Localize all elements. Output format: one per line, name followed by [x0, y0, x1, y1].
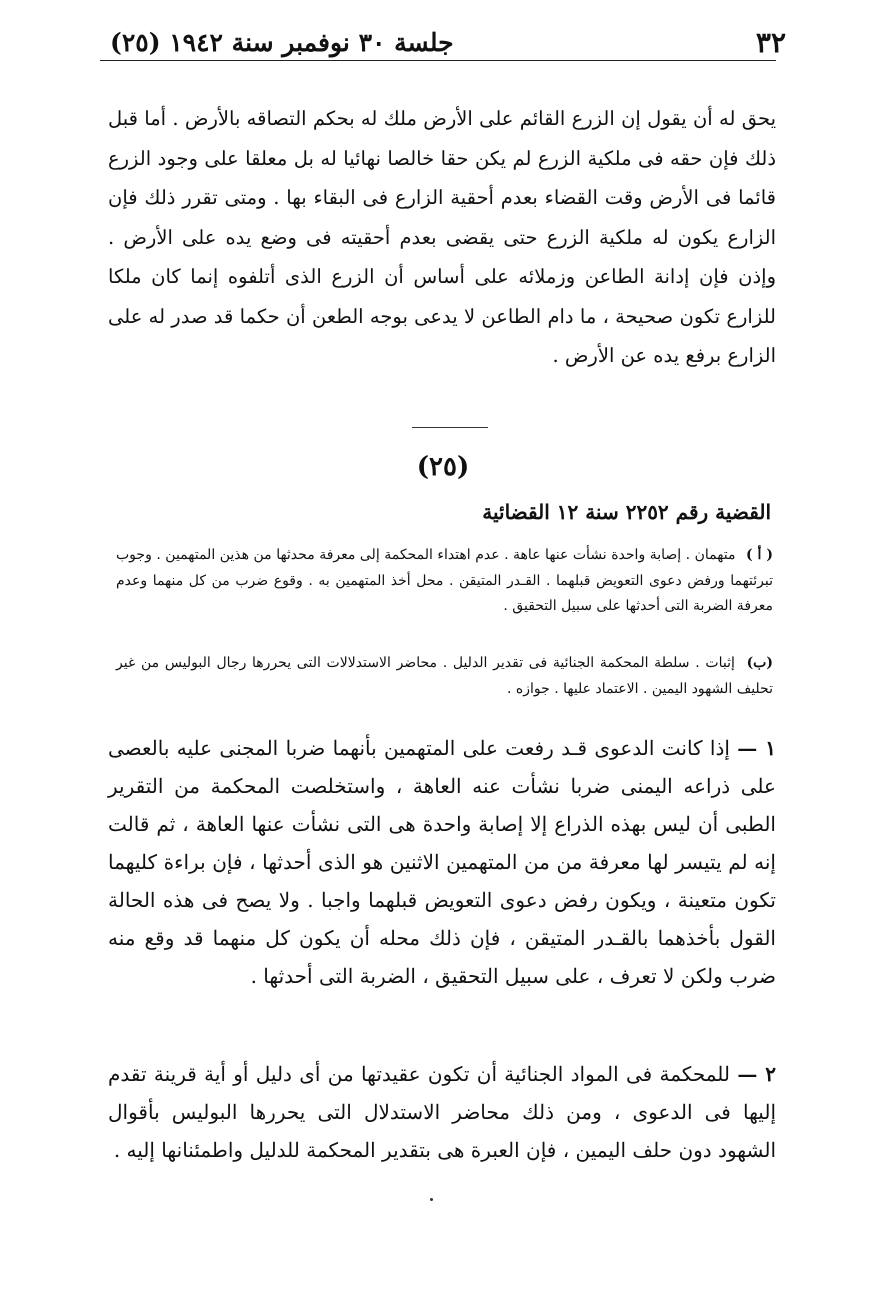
header-rule	[100, 60, 776, 61]
continued-paragraph: يحق له أن يقول إن الزرع القائم على الأرض ملك له بحكم التصاقه بالأرض . أما قبل ذلك فإن حقه فى ملكية الزرع لم يكن حقا خالصا نهائيا له بل معلقا على وجود الزرع قائما فى الأرض وقت القضاء بعدم أحقية الزارع فى البقاء بها . ومتى تقرر ذلك فإن الزارع يكون له ملكية الزرع حتى يقضى بعدم أحقيته فى وضع يده على الأرض . وإذن فإن إدانة الطاعن وزملائه على أساس أن الزرع الذى أتلفوه إنما كان ملكا للزارع تكون صحيحة ، ما دام الطاعن لا يدعى بوجه الطعن أن حكما قد صدر له على الزارع برفع يده عن الأرض .	[108, 107, 776, 367]
stray-dot	[430, 1198, 433, 1201]
case-reference: القضية رقم ٢٢٥٢ سنة ١٢ القضائية	[482, 500, 771, 524]
summary-text: متهمان . إصابة واحدة نشأت عنها عاهة . عدم اهتداء المحكمة إلى معرفة محدثها من هذين المتهمين . وجوب تبرئتهما ورفض دعوى التعويض قبلهما . القـدر المتيقن . محل أخذ المتهمين به . وقوع ضرب من كل منهما وعدم معرفة الضربة التى أحدثها على سبيل التحقيق .	[116, 547, 773, 614]
holding-1	[108, 729, 776, 995]
holding-2	[108, 1055, 776, 1169]
page-number: ٣٢	[755, 25, 786, 59]
summary-a	[116, 543, 773, 620]
running-title: جلسة ٣٠ نوفمبر سنة ١٩٤٢ (٢٥)	[110, 27, 454, 57]
holding-number: ١ —	[737, 736, 776, 760]
summary-text: إثبات . سلطة المحكمة الجنائية فى تقدير الدليل . محاضر الاستدلالات التى يحررها رجال البوليس من غير تحليف الشهود اليمين . الاعتماد عليها . جوازه .	[116, 655, 773, 697]
holding-number: ٢ —	[737, 1062, 776, 1086]
summary-mark: ( أ )	[745, 547, 773, 563]
case-number: (٢٥)	[416, 452, 470, 482]
holding-text: إذا كانت الدعوى قـد رفعت على المتهمين بأنهما ضربا المجنى عليه بالعصى على ذراعه اليمنى ضربا نشأت عنه العاهة ، واستخلصت المحكمة من التقرير الطبى أن ليس بهذه الذراع إلا إصابة واحدة هى التى نشأت عنها العاهة ، ثم قالت إنه لم يتيسر لها معرفة من من المتهمين الاثنين هو الذى أحدثها ، فإن براءة كليهما تكون متعينة ، ويكون رفض دعوى التعويض قبلهما واجبا . ولا يصح فى هذه الحالة القول بأخذهما بالقـدر المتيقن ، فإن ذلك محله أن يكون كل منهما قد وقع منه ضرب ولكن لا تعرف ، على سبيل التحقيق ، الضربة التى أحدثها .	[108, 736, 776, 988]
summary-mark: (ب)	[746, 655, 773, 671]
summary-b	[116, 651, 773, 702]
section-divider	[412, 427, 488, 428]
page-header	[110, 22, 786, 62]
holding-text: للمحكمة فى المواد الجنائية أن تكون عقيدتها من أى دليل أو أية قرينة تقدم إليها فى الدعوى ، ومن ذلك محاضر الاستدلال التى يحررها البوليس بأقوال الشهود دون حلف اليمين ، فإن العبرة هى بتقدير المحكمة للدليل واطمئنانها إليه .	[108, 1062, 776, 1162]
